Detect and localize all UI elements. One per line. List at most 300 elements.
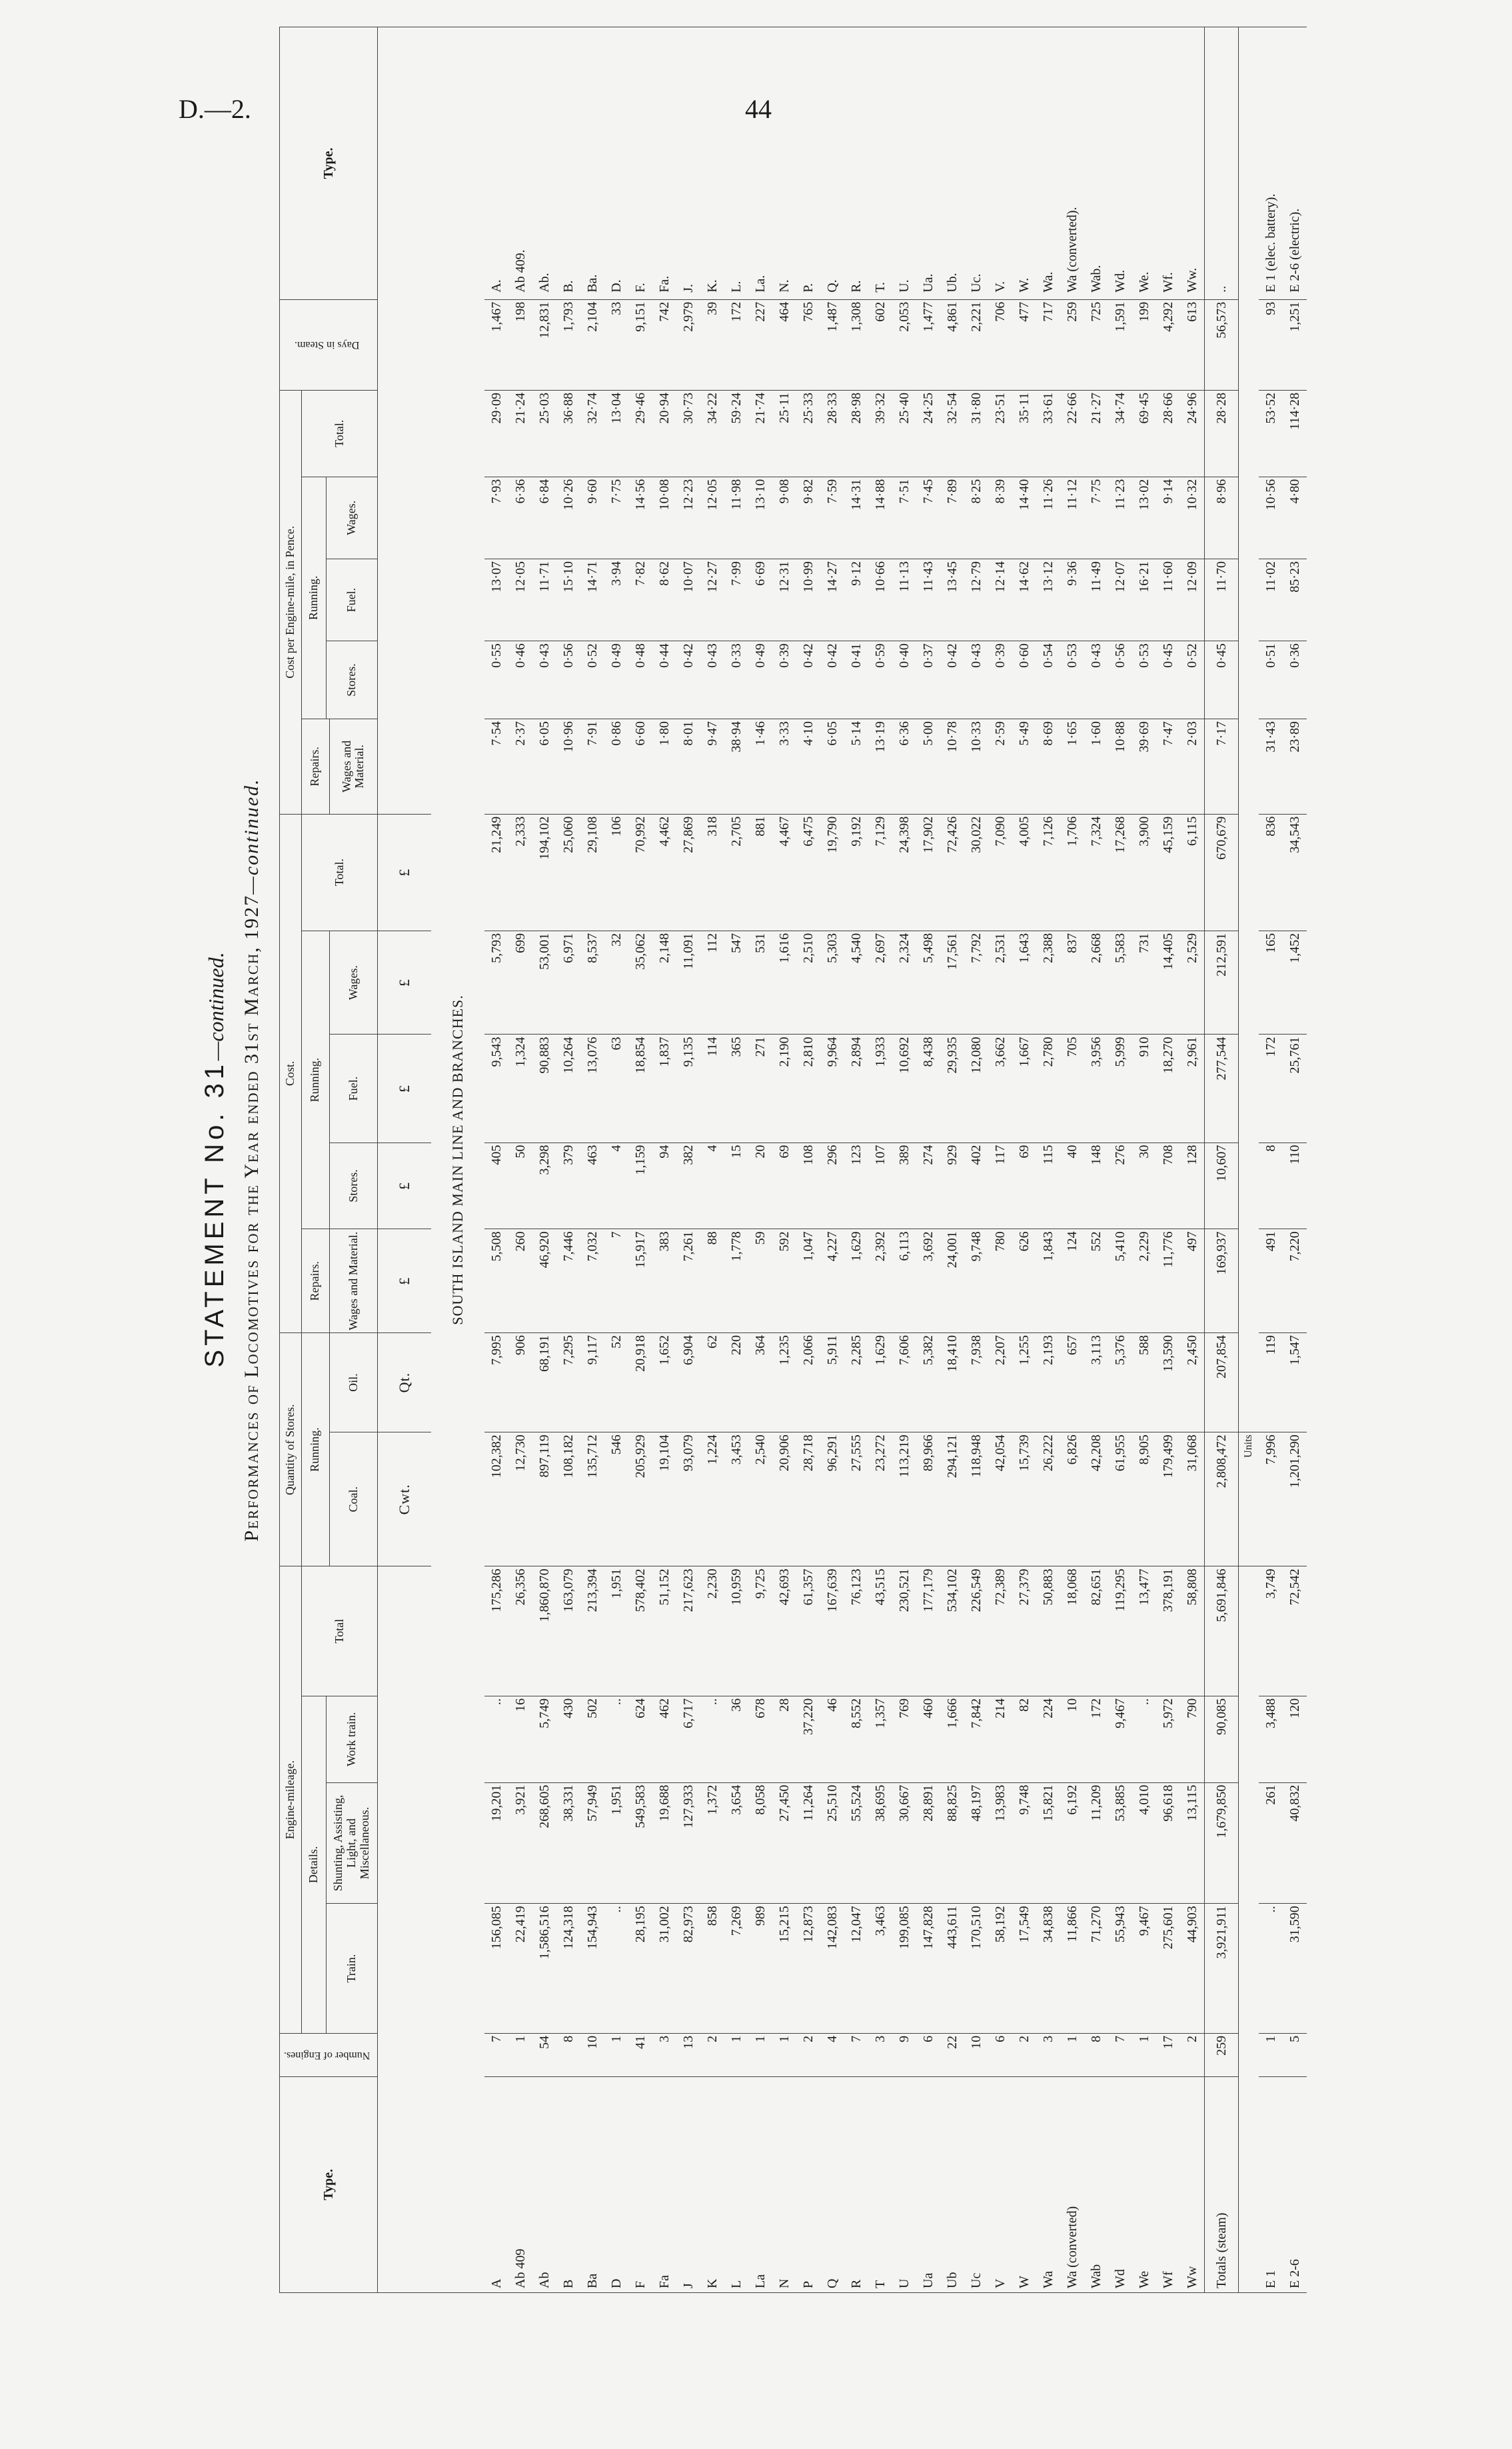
cell: 7,324 xyxy=(1084,814,1108,931)
cell: 2,531 xyxy=(988,931,1012,1035)
cell: 28·28 xyxy=(1205,391,1239,477)
cell: 18,068 xyxy=(1060,1566,1084,1696)
cell: 1,224 xyxy=(700,1432,724,1566)
cell: 2 xyxy=(1012,2033,1036,2076)
cell: 4,462 xyxy=(652,814,676,931)
header-cpm-total: Total. xyxy=(301,391,377,477)
cell: 365 xyxy=(724,1035,748,1143)
cell: 56,573 xyxy=(1205,299,1239,390)
cell: 0·53 xyxy=(1132,641,1156,719)
cell: 94 xyxy=(652,1143,676,1229)
cell: 6,826 xyxy=(1060,1432,1084,1566)
cell: 25,060 xyxy=(556,814,580,931)
cell: 7·75 xyxy=(604,477,628,559)
cell: 42,054 xyxy=(988,1432,1012,1566)
cell: 58,808 xyxy=(1180,1566,1205,1696)
cell: 55,943 xyxy=(1108,1904,1132,2034)
cell: 8·01 xyxy=(676,719,700,815)
cell: 9 xyxy=(892,2033,916,2076)
cell: 115 xyxy=(1036,1143,1060,1229)
page-number: 44 xyxy=(745,94,772,124)
row-type: Wab xyxy=(1084,2076,1108,2292)
cell: 167,639 xyxy=(820,1566,844,1696)
cell: 8·69 xyxy=(1036,719,1060,815)
table-row xyxy=(820,27,844,2293)
header-details: Details. xyxy=(301,1696,326,2033)
cell: 464 xyxy=(772,299,796,390)
cell: 259 xyxy=(1060,299,1084,390)
cell: 1 xyxy=(1132,2033,1156,2076)
cell: 0·42 xyxy=(940,641,964,719)
cell: 179,499 xyxy=(1156,1432,1180,1566)
header-cost-repairs: Repairs. xyxy=(301,1229,329,1333)
cell: 1,951 xyxy=(604,1782,628,1904)
cell: 88 xyxy=(700,1229,724,1333)
cell: 30,022 xyxy=(964,814,988,931)
cell: 165 xyxy=(1259,931,1283,1035)
cell: 11,264 xyxy=(796,1782,820,1904)
header-cpm-wages-material: Wages and Material. xyxy=(329,719,377,815)
cell: 1,308 xyxy=(844,299,868,390)
header-cost-running: Running. xyxy=(301,931,329,1229)
cell: 13·45 xyxy=(940,559,964,641)
cell: 172 xyxy=(1259,1035,1283,1143)
cell: 0·39 xyxy=(772,641,796,719)
row-type: W xyxy=(1012,2076,1036,2292)
cell: 497 xyxy=(1180,1229,1205,1333)
cell: 3,298 xyxy=(532,1143,556,1229)
header-train: Train. xyxy=(327,1904,378,2034)
row-type-right: Wa. xyxy=(1036,27,1060,300)
cell: 14·88 xyxy=(868,477,892,559)
cell: 107 xyxy=(868,1143,892,1229)
cell: 28 xyxy=(772,1696,796,1782)
cell: 25·40 xyxy=(892,391,916,477)
cell: 626 xyxy=(1012,1229,1036,1333)
cell: 33 xyxy=(604,299,628,390)
header-number-engines: Number of Engines. xyxy=(280,2033,378,2076)
cell: 277,544 xyxy=(1205,1035,1239,1143)
cell: 5,376 xyxy=(1108,1333,1132,1432)
row-type-right: Fa. xyxy=(652,27,676,300)
cell: 1,372 xyxy=(700,1782,724,1904)
header-cost-fuel: Fuel. xyxy=(329,1035,377,1143)
cell: 0·49 xyxy=(748,641,772,719)
row-type-right: Ua. xyxy=(916,27,940,300)
cell: 38,331 xyxy=(556,1782,580,1904)
cell: 2,979 xyxy=(676,299,700,390)
cell: 2,053 xyxy=(892,299,916,390)
row-type-right: V. xyxy=(988,27,1012,300)
cell: 8,058 xyxy=(748,1782,772,1904)
cell: 7,129 xyxy=(868,814,892,931)
cell: 9·82 xyxy=(796,477,820,559)
cell: 379 xyxy=(556,1143,580,1229)
cell: 402 xyxy=(964,1143,988,1229)
cell: 31,590 xyxy=(1283,1904,1307,2034)
cell: 8,552 xyxy=(844,1696,868,1782)
cell: 881 xyxy=(748,814,772,931)
cell: 7,842 xyxy=(964,1696,988,1782)
cell: 169,937 xyxy=(1205,1229,1239,1333)
row-type: We xyxy=(1132,2076,1156,2292)
cell: 2,388 xyxy=(1036,931,1060,1035)
cell: 8 xyxy=(556,2033,580,2076)
cell: 20 xyxy=(748,1143,772,1229)
cell: 2 xyxy=(796,2033,820,2076)
cell: 40 xyxy=(1060,1143,1084,1229)
cell: 725 xyxy=(1084,299,1108,390)
cell: 3,900 xyxy=(1132,814,1156,931)
cell: 11,091 xyxy=(676,931,700,1035)
cell: 2·59 xyxy=(988,719,1012,815)
cell: 124,318 xyxy=(556,1904,580,2034)
cell: 117 xyxy=(988,1143,1012,1229)
row-type: B xyxy=(556,2076,580,2292)
cell: 14·27 xyxy=(820,559,844,641)
cell: 7,090 xyxy=(988,814,1012,931)
cell: .. xyxy=(604,1904,628,2034)
cell: 578,402 xyxy=(628,1566,652,1696)
table-row xyxy=(580,27,604,2293)
cell: 118,948 xyxy=(964,1432,988,1566)
cell: 53·52 xyxy=(1259,391,1283,477)
cell: 13,983 xyxy=(988,1782,1012,1904)
cell: 7,606 xyxy=(892,1333,916,1432)
cell: 2,285 xyxy=(844,1333,868,1432)
cell: 670,679 xyxy=(1205,814,1239,931)
cell: 0·48 xyxy=(628,641,652,719)
cell: 16·21 xyxy=(1132,559,1156,641)
cell: 4 xyxy=(700,1143,724,1229)
cell: 10 xyxy=(964,2033,988,2076)
table-row xyxy=(964,27,988,2293)
cell: 0·41 xyxy=(844,641,868,719)
cell: 0·42 xyxy=(796,641,820,719)
cell: 154,943 xyxy=(580,1904,604,2034)
cell: 1,255 xyxy=(1012,1333,1036,1432)
cell: 4,861 xyxy=(940,299,964,390)
cell: 1·60 xyxy=(1084,719,1108,815)
unit-pound: £ xyxy=(378,1035,432,1143)
cell: 1,951 xyxy=(604,1566,628,1696)
cell: 0·54 xyxy=(1036,641,1060,719)
cell: 39 xyxy=(700,299,724,390)
cell: 7 xyxy=(484,2033,508,2076)
cell: 8,537 xyxy=(580,931,604,1035)
header-cost-per-mile: Cost per Engine-mile, in Pence. xyxy=(280,391,302,815)
cell: 9·14 xyxy=(1156,477,1180,559)
cell: 52 xyxy=(604,1333,628,1432)
cell: 11·60 xyxy=(1156,559,1180,641)
cell: 17,549 xyxy=(1012,1904,1036,2034)
cell: 17,268 xyxy=(1108,814,1132,931)
cell: 230,521 xyxy=(892,1566,916,1696)
cell: 0·37 xyxy=(916,641,940,719)
row-type-right: Wa (converted). xyxy=(1060,27,1084,300)
cell: 9,192 xyxy=(844,814,868,931)
cell: 0·43 xyxy=(532,641,556,719)
cell: 378,191 xyxy=(1156,1566,1180,1696)
cell: 11·02 xyxy=(1259,559,1283,641)
cell: 50,883 xyxy=(1036,1566,1060,1696)
header-stores-running: Running. xyxy=(301,1333,329,1566)
cell: 13,076 xyxy=(580,1035,604,1143)
cell: 717 xyxy=(1036,299,1060,390)
cell: 30 xyxy=(1132,1143,1156,1229)
cell: 7·99 xyxy=(724,559,748,641)
cell: 2,780 xyxy=(1036,1035,1060,1143)
cell: 624 xyxy=(628,1696,652,1782)
cell: 0·36 xyxy=(1283,641,1307,719)
cell: 11,209 xyxy=(1084,1782,1108,1904)
cell: 6,192 xyxy=(1060,1782,1084,1904)
row-type-right: E 2-6 (electric). xyxy=(1283,27,1307,300)
cell: 108,182 xyxy=(556,1432,580,1566)
header-cost-total: Total. xyxy=(301,814,377,931)
cell: 13·04 xyxy=(604,391,628,477)
cell: 3,463 xyxy=(868,1904,892,2034)
cell: 32·54 xyxy=(940,391,964,477)
cell: 2,148 xyxy=(652,931,676,1035)
row-type-right: Ab. xyxy=(532,27,556,300)
cell: 7 xyxy=(604,1229,628,1333)
cell: 9,467 xyxy=(1108,1696,1132,1782)
table-row xyxy=(1108,27,1132,2293)
cell: 21·24 xyxy=(508,391,532,477)
row-type-right: Ww. xyxy=(1180,27,1205,300)
cell: 10·56 xyxy=(1259,477,1283,559)
cell: 33·61 xyxy=(1036,391,1060,477)
cell: 32·74 xyxy=(580,391,604,477)
header-cpm-repairs: Repairs. xyxy=(301,719,329,815)
cell: 29,935 xyxy=(940,1035,964,1143)
cell: 34·22 xyxy=(700,391,724,477)
cell: 72,389 xyxy=(988,1566,1012,1696)
cell: 0·49 xyxy=(604,641,628,719)
cell: 172 xyxy=(724,299,748,390)
header-cpm-fuel: Fuel. xyxy=(327,559,378,641)
cell: 2·37 xyxy=(508,719,532,815)
cell: 613 xyxy=(1180,299,1205,390)
cell: 8·96 xyxy=(1205,477,1239,559)
totals-row xyxy=(1205,27,1239,2293)
cell: 24,001 xyxy=(940,1229,964,1333)
row-type-right: Wab. xyxy=(1084,27,1108,300)
header-cost-stores: Stores. xyxy=(329,1143,377,1229)
row-type-right: We. xyxy=(1132,27,1156,300)
electric-row xyxy=(1259,27,1283,2293)
table-row xyxy=(1060,27,1084,2293)
cell: 1,235 xyxy=(772,1333,796,1432)
cell: 7,220 xyxy=(1283,1229,1307,1333)
cell: 5,793 xyxy=(484,931,508,1035)
cell: 20,918 xyxy=(628,1333,652,1432)
table-row xyxy=(796,27,820,2293)
cell: 14·56 xyxy=(628,477,652,559)
cell: 114 xyxy=(700,1035,724,1143)
cell: 34,543 xyxy=(1283,814,1307,931)
row-type-right: Q. xyxy=(820,27,844,300)
cell: 8·39 xyxy=(988,477,1012,559)
cell: 5,749 xyxy=(532,1696,556,1782)
cell: 7 xyxy=(844,2033,868,2076)
cell: 2,190 xyxy=(772,1035,796,1143)
row-type-right: B. xyxy=(556,27,580,300)
cell: 108 xyxy=(796,1143,820,1229)
cell: 147,828 xyxy=(916,1904,940,2034)
cell: 708 xyxy=(1156,1143,1180,1229)
table-row xyxy=(1036,27,1060,2293)
cell: 2,066 xyxy=(796,1333,820,1432)
cell: 29,108 xyxy=(580,814,604,931)
cell: 4·80 xyxy=(1283,477,1307,559)
cell: 32 xyxy=(604,931,628,1035)
cell: 13·19 xyxy=(868,719,892,815)
cell: 463 xyxy=(580,1143,604,1229)
cell: 205,929 xyxy=(628,1432,652,1566)
cell: 6,475 xyxy=(796,814,820,931)
cell: 1 xyxy=(1259,2033,1283,2076)
cell: 43,515 xyxy=(868,1566,892,1696)
unit-qt: Qt. xyxy=(378,1333,432,1432)
header-days-steam: Days in Steam. xyxy=(280,299,378,390)
cell: 7·54 xyxy=(484,719,508,815)
units-label: Units xyxy=(1239,1432,1259,1566)
cell: 29·09 xyxy=(484,391,508,477)
row-type: L xyxy=(724,2076,748,2292)
row-type: N xyxy=(772,2076,796,2292)
unit-pound: £ xyxy=(378,1229,432,1333)
cell: 27,379 xyxy=(1012,1566,1036,1696)
cell: 460 xyxy=(916,1696,940,1782)
cell: 12,873 xyxy=(796,1904,820,2034)
cell: 19,790 xyxy=(820,814,844,931)
row-type-right: Ub. xyxy=(940,27,964,300)
cell: 2,392 xyxy=(868,1229,892,1333)
page-reference: D.—2. xyxy=(179,94,251,124)
cell: 0·42 xyxy=(676,641,700,719)
units-row xyxy=(1239,27,1259,2293)
cell: 11·13 xyxy=(892,559,916,641)
cell: 96,618 xyxy=(1156,1782,1180,1904)
cell: 68,191 xyxy=(532,1333,556,1432)
cell: 8,438 xyxy=(916,1035,940,1143)
cell: 194,102 xyxy=(532,814,556,931)
cell: 531 xyxy=(748,931,772,1035)
cell: .. xyxy=(700,1696,724,1782)
cell: 2,808,472 xyxy=(1205,1432,1239,1566)
row-type-right: P. xyxy=(796,27,820,300)
cell: 10,692 xyxy=(892,1035,916,1143)
cell: 27,869 xyxy=(676,814,700,931)
table-row xyxy=(748,27,772,2293)
cell: 294,121 xyxy=(940,1432,964,1566)
cell: 1,547 xyxy=(1283,1333,1307,1432)
cell: 12,730 xyxy=(508,1432,532,1566)
cell: 9,151 xyxy=(628,299,652,390)
row-type-right: N. xyxy=(772,27,796,300)
cell: 9,543 xyxy=(484,1035,508,1143)
cell: 13,115 xyxy=(1180,1782,1205,1904)
cell: 24·25 xyxy=(916,391,940,477)
cell: 6,115 xyxy=(1180,814,1205,931)
cell: 5,583 xyxy=(1108,931,1132,1035)
unit-pound: £ xyxy=(378,931,432,1035)
cell: 769 xyxy=(892,1696,916,1782)
table-row xyxy=(1132,27,1156,2293)
row-type: Ua xyxy=(916,2076,940,2292)
cell: 25,510 xyxy=(820,1782,844,1904)
cell: 0·53 xyxy=(1060,641,1084,719)
cell: 5·00 xyxy=(916,719,940,815)
row-type-right: L. xyxy=(724,27,748,300)
cell: 21·27 xyxy=(1084,391,1108,477)
cell: 19,201 xyxy=(484,1782,508,1904)
cell: 20·94 xyxy=(652,391,676,477)
cell: 46 xyxy=(820,1696,844,1782)
cell: 93 xyxy=(1259,299,1283,390)
cell: 405 xyxy=(484,1143,508,1229)
unit-cwt: Cwt. xyxy=(378,1432,432,1566)
electric-row xyxy=(1283,27,1307,2293)
cell: 46,920 xyxy=(532,1229,556,1333)
cell: 11·71 xyxy=(532,559,556,641)
cell: 198 xyxy=(508,299,532,390)
cell: 48,197 xyxy=(964,1782,988,1904)
table-row xyxy=(484,27,508,2293)
cell: 127,933 xyxy=(676,1782,700,1904)
cell: 11·43 xyxy=(916,559,940,641)
cell: 28·98 xyxy=(844,391,868,477)
cell: 1,047 xyxy=(796,1229,820,1333)
cell: 2,540 xyxy=(748,1432,772,1566)
cell: 790 xyxy=(1180,1696,1205,1782)
cell: 657 xyxy=(1060,1333,1084,1432)
cell: 5,382 xyxy=(916,1333,940,1432)
cell: 1·65 xyxy=(1060,719,1084,815)
cell: 148 xyxy=(1084,1143,1108,1229)
cell: 12,831 xyxy=(532,299,556,390)
cell: 4,467 xyxy=(772,814,796,931)
cell: 2,229 xyxy=(1132,1229,1156,1333)
statement-title: STATEMENT No. 31—continued. xyxy=(200,952,229,1368)
cell: 897,119 xyxy=(532,1432,556,1566)
cell: 3 xyxy=(1036,2033,1060,2076)
cell: 430 xyxy=(556,1696,580,1782)
cell: 383 xyxy=(652,1229,676,1333)
cell: 62 xyxy=(700,1333,724,1432)
cell: 39·69 xyxy=(1132,719,1156,815)
cell: 40,832 xyxy=(1283,1782,1307,1904)
header-stores-qty: Quantity of Stores. xyxy=(280,1333,302,1566)
cell: 15,215 xyxy=(772,1904,796,2034)
cell: 9·60 xyxy=(580,477,604,559)
cell: 7,938 xyxy=(964,1333,988,1432)
cell: 10·08 xyxy=(652,477,676,559)
cell: 6,971 xyxy=(556,931,580,1035)
row-type: Ba xyxy=(580,2076,604,2292)
table-row xyxy=(1012,27,1036,2293)
cell: 213,394 xyxy=(580,1566,604,1696)
cell: 124 xyxy=(1060,1229,1084,1333)
cell: 31,068 xyxy=(1180,1432,1205,1566)
cell: 4,540 xyxy=(844,931,868,1035)
cell: 18,854 xyxy=(628,1035,652,1143)
cell: 1,933 xyxy=(868,1035,892,1143)
row-type-right: K. xyxy=(700,27,724,300)
cell: 10 xyxy=(580,2033,604,2076)
